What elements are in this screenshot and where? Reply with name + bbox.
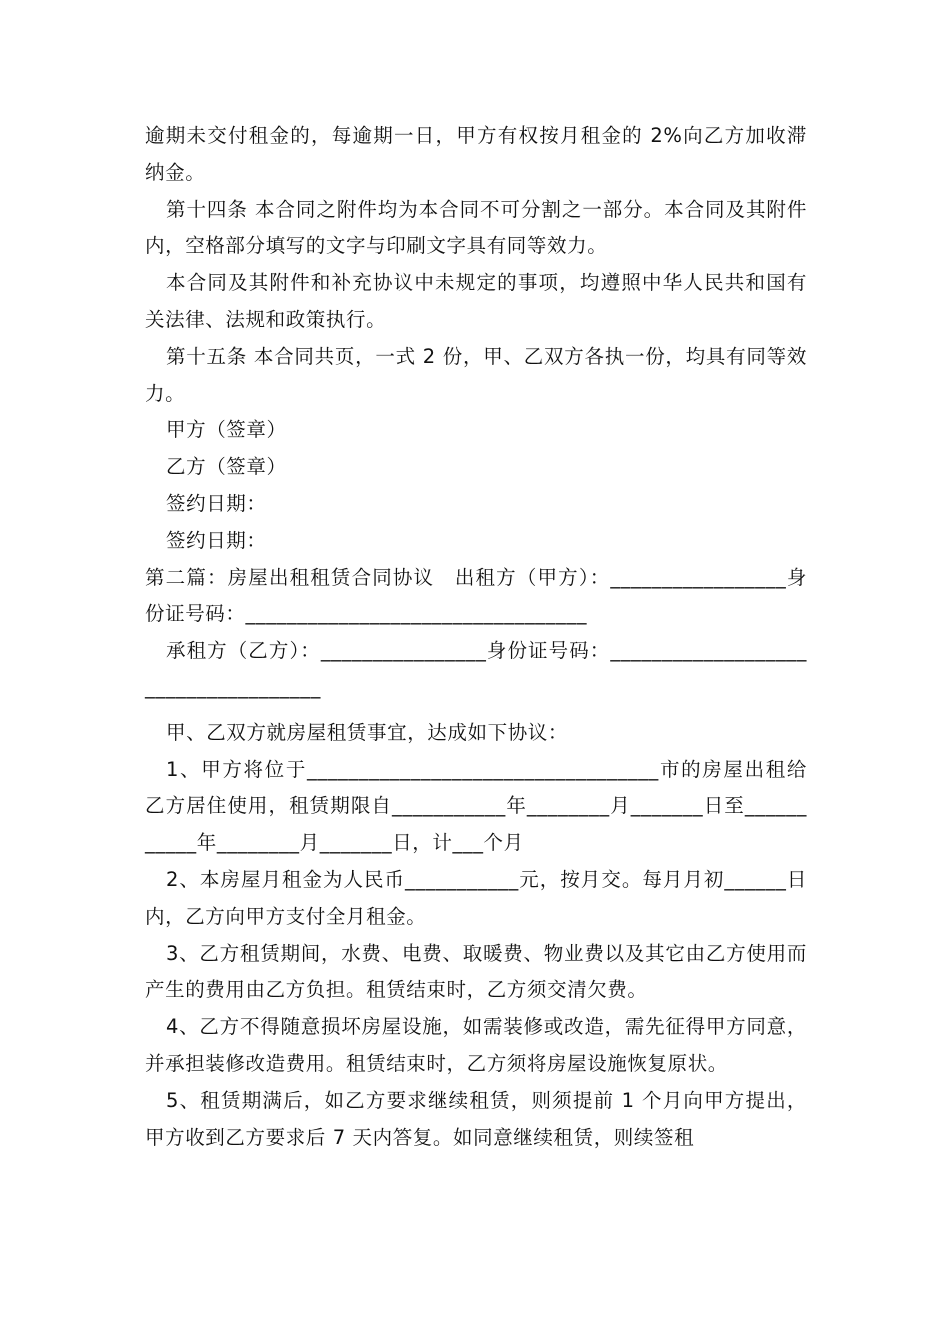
signature-party-a: 甲方（签章）	[166, 418, 287, 442]
document-body	[145, 118, 807, 1156]
signing-date-2: 签约日期：	[166, 528, 267, 552]
paragraph-article-15: 第十五条 本合同共页，一式 2 份，甲、乙双方各执一份，均具有同等效力。	[145, 344, 807, 405]
signing-date-1: 签约日期：	[166, 491, 267, 515]
clause-5: 5、租赁期满后，如乙方要求继续租赁，则须提前 1 个月向甲方提出，甲方收到乙方要求后 7 天内答复。如同意继续租赁，则续签租	[145, 1088, 807, 1149]
paragraph-late-fee: 逾期未交付租金的，每逾期一日，甲方有权按月租金的 2%向乙方加收滞纳金。	[145, 124, 807, 184]
lessee-line: 承租方（乙方）：________________身份证号码：____________________________________	[145, 639, 807, 699]
clause-2: 2、本房屋月租金为人民币___________元，按月交。每月月初______日内，乙方向甲方支付全月租金。	[145, 867, 807, 928]
paragraph-applicable-law: 本合同及其附件和补充协议中未规定的事项，均遵照中华人民共和国有关法律、法规和政策执行。	[145, 271, 807, 331]
clause-1: 1、甲方将位于__________________________________市的房屋出租给乙方居住使用，租赁期限自___________年________月_______日至___________年________月_______日，计___个月	[145, 757, 807, 855]
section-two-lessor: 第二篇：房屋出租租赁合同协议 出租方（甲方）：_________________身份证号码：_________________________________	[145, 565, 807, 626]
agreement-intro: 甲、乙双方就房屋租赁事宜，达成如下协议：	[166, 720, 569, 744]
clause-3: 3、乙方租赁期间，水费、电费、取暖费、物业费以及其它由乙方使用而产生的费用由乙方负担。租赁结束时，乙方须交清欠费。	[145, 941, 807, 1002]
clause-4: 4、乙方不得随意损坏房屋设施，如需装修或改造，需先征得甲方同意，并承担装修改造费用。租赁结束时，乙方须将房屋设施恢复原状。	[145, 1015, 807, 1075]
signature-party-b: 乙方（签章）	[166, 455, 287, 479]
paragraph-article-14: 第十四条 本合同之附件均为本合同不可分割之一部分。本合同及其附件内，空格部分填写的文字与印刷文字具有同等效力。	[145, 197, 807, 258]
